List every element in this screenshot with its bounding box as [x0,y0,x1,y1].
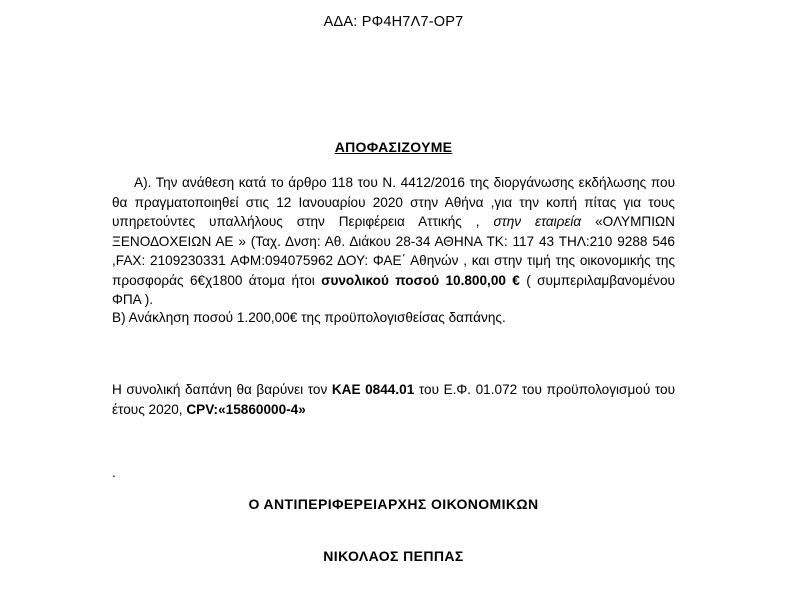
paragraph-a-text-3: ( συμπεριλαμβανομένου ΦΠΑ ). [112,272,675,307]
paragraph-a-company-name: «ΟΛΥΜΠΙΩΝ ΞΕΝΟΔΟΧΕΙΩΝ ΑΕ » [112,214,676,249]
stray-dot: . [112,465,116,480]
paragraph-a-text-2: (Ταχ. Δνση: Αθ. Διάκου 28-34 ΑΘΗΝΑ ΤΚ: 117 43 ΤΗΛ:210 9288 546 ,FAX: 2109230331 ΑΦΜ:094075962 ΔΟΥ: ΦΑΕ΄ Αθηνών , και στην τιμή της οικονομικής της προσφοράς 6€χ1800 άτομα ήτοι [112,233,675,288]
ada-code: ΑΔΑ: ΡΦ4Η7Λ7-ΟΡ7 [323,14,464,30]
paragraph-a-company-intro: στην εταιρεία [493,214,582,229]
paragraph-b [112,308,675,328]
decision-heading: ΑΠΟΦΑΣΙΖΟΥΜΕ [334,139,453,155]
paragraph-c-cpv-code: CPV:«15860000-4» [186,401,306,417]
signature-title: Ο ΑΝΤΙΠΕΡΙΦΕΡΕΙΑΡΧΗΣ ΟΙΚΟΝΟΜΙΚΩΝ [248,496,539,512]
paragraph-c-text-2: του Ε.Φ. 01.072 του προϋπολογισμού του έτους 2020, [112,382,676,417]
signature-name: ΝΙΚΟΛΑΟΣ ΠΕΠΠΑΣ [323,548,464,564]
paragraph-b-text: Β) Ανάκληση ποσού 1.200,00€ της προϋπολογισθείσας δαπάνης. [112,310,506,325]
paragraph-a [112,173,675,310]
paragraph-c-text-1: Η συνολική δαπάνη θα βαρύνει τον [112,382,332,397]
paragraph-a-text-1: Την ανάθεση κατά το άρθρο 118 του Ν. 4412/2016 της διοργάνωσης εκδήλωσης που θα πραγματοποιηθεί στις 12 Ιανουαρίου 2020 στην Αθήνα ,για την κοπή πίτας για τους υπηρετούντες υπαλλήλους στην Περιφέρεια Αττικής , [112,175,676,229]
paragraph-a-marker: Α). [134,175,152,190]
paragraph-c [112,380,675,419]
ada-header [0,14,787,30]
paragraph-c-kae-code: ΚΑΕ 0844.01 [331,382,415,397]
paragraph-a-total-amount: συνολικού ποσού 10.800,00 € [321,272,520,288]
